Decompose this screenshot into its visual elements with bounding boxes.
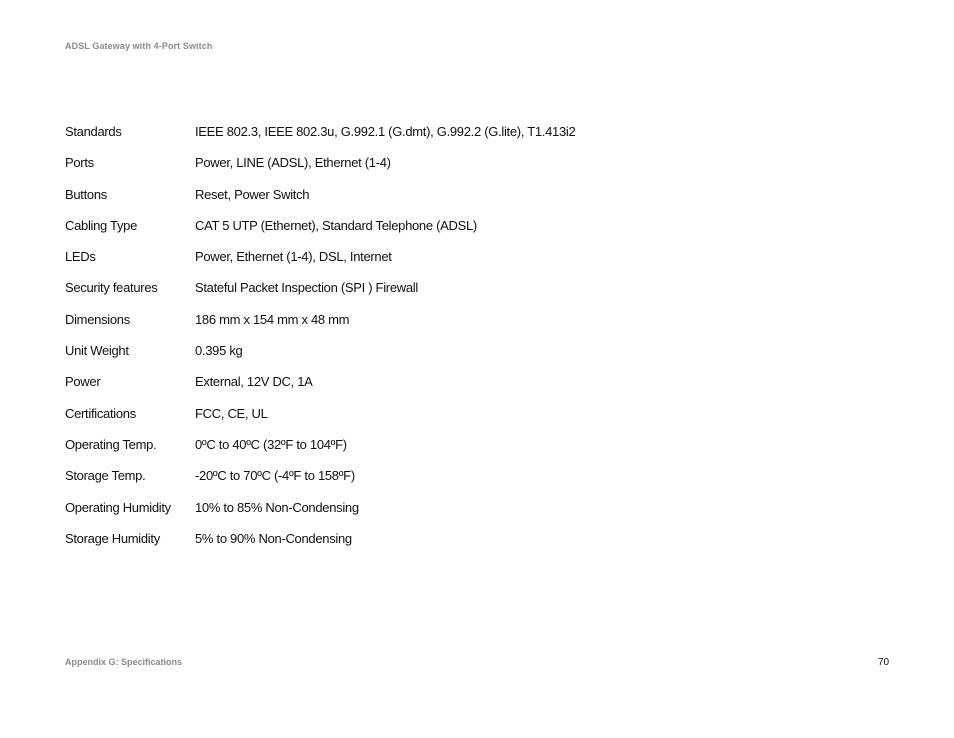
- spec-value: 186 mm x 154 mm x 48 mm: [195, 311, 350, 327]
- spec-label: Operating Temp.: [65, 436, 157, 452]
- spec-value: 5% to 90% Non-Condensing: [195, 530, 352, 546]
- spec-label: Cabling Type: [65, 217, 138, 233]
- spec-value: Reset, Power Switch: [195, 186, 310, 202]
- spec-label: Standards: [65, 124, 122, 139]
- footer-section-title: Appendix G: Specifications: [65, 657, 183, 667]
- spec-value: CAT 5 UTP (Ethernet), Standard Telephone (ADSL): [195, 217, 477, 233]
- spec-row-ports: [65, 155, 665, 186]
- spec-label: Storage Humidity: [65, 530, 160, 546]
- spec-label: Unit Weight: [65, 343, 129, 359]
- spec-row-operating-humidity: [65, 500, 665, 531]
- spec-value: External, 12V DC, 1A: [195, 374, 313, 390]
- spec-value: FCC, CE, UL: [195, 405, 268, 421]
- spec-row-unit-weight: [65, 343, 665, 374]
- spec-row-storage-humidity: [65, 531, 665, 562]
- spec-label: LEDs: [65, 249, 96, 265]
- spec-value: -20ºC to 70ºC (-4ºF to 158ºF): [195, 468, 355, 484]
- spec-label: Storage Temp.: [65, 468, 146, 484]
- spec-row-standards: [65, 124, 665, 155]
- spec-label: Dimensions: [65, 311, 130, 327]
- spec-row-certifications: [65, 406, 665, 437]
- spec-value: 0.395 kg: [195, 343, 243, 359]
- spec-label: Operating Humidity: [65, 499, 171, 515]
- page-number: 70: [878, 657, 890, 668]
- spec-value: Power, LINE (ADSL), Ethernet (1-4): [195, 155, 391, 171]
- document-header-title: ADSL Gateway with 4-Port Switch: [65, 41, 213, 51]
- spec-label: Certifications: [65, 405, 136, 421]
- spec-row-power: [65, 374, 665, 405]
- spec-label: Ports: [65, 155, 94, 171]
- spec-row-storage-temp: [65, 468, 665, 499]
- spec-row-buttons: [65, 187, 665, 218]
- spec-value: 0ºC to 40ºC (32ºF to 104ºF): [195, 436, 347, 452]
- spec-row-leds: [65, 249, 665, 280]
- spec-row-dimensions: [65, 312, 665, 343]
- spec-label: Buttons: [65, 186, 107, 202]
- spec-value: 10% to 85% Non-Condensing: [195, 499, 359, 515]
- specifications-table: [65, 124, 665, 562]
- spec-row-cabling-type: [65, 218, 665, 249]
- spec-row-operating-temp: [65, 437, 665, 468]
- spec-label: Security features: [65, 280, 158, 296]
- spec-row-security-features: [65, 280, 665, 311]
- spec-value: IEEE 802.3, IEEE 802.3u, G.992.1 (G.dmt), G.992.2 (G.lite), T1.413i2: [195, 124, 576, 139]
- spec-label: Power: [65, 374, 101, 390]
- spec-value: Stateful Packet Inspection (SPI ) Firewall: [195, 280, 418, 296]
- spec-value: Power, Ethernet (1-4), DSL, Internet: [195, 249, 392, 265]
